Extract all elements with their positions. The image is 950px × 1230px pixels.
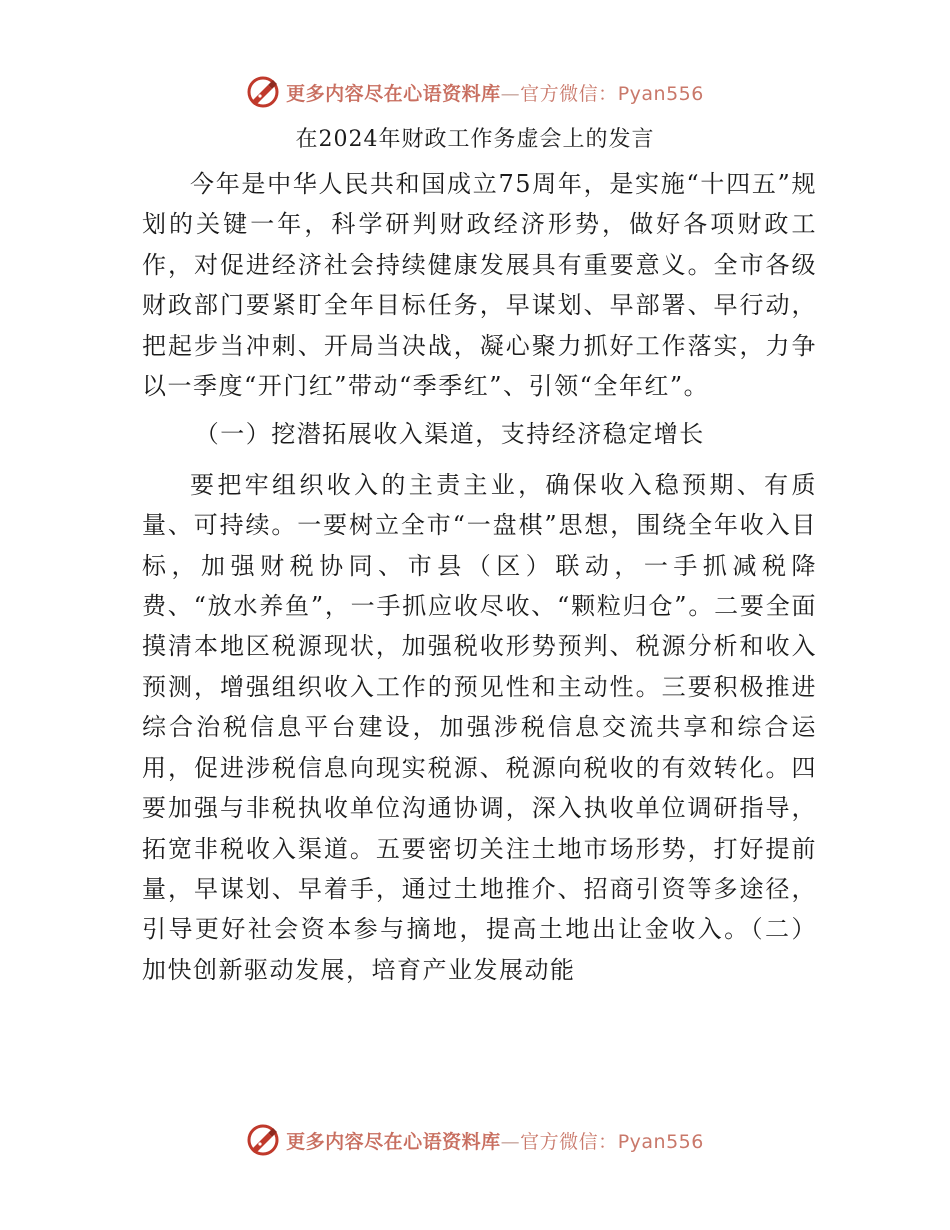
banner-separator: — — [500, 1130, 521, 1153]
document-body — [142, 164, 817, 998]
banner-wechat-id: Pyan556 — [617, 1130, 704, 1153]
pen-nib-circle-icon — [246, 75, 280, 109]
banner-wechat-label: 官方微信： — [520, 1130, 618, 1153]
body-paragraph-intro: 今年是中华人民共和国成立75周年，是实施“十四五”规划的关键一年，科学研判财政经济形势，做好各项财政工作，对促进经济社会持续健康发展具有重要意义。全市各级财政部门要紧盯全年目标任务，早谋划、早部署、早行动，把起步当冲刺、开局当决战，凝心聚力抓好工作落实，力争以一季度“开门红”带动“季季红”、引领“全年红”。 — [142, 170, 817, 401]
banner-brand: 更多内容尽在心语资料库 — [286, 1130, 501, 1153]
pen-nib-circle-icon — [246, 1123, 280, 1157]
banner-text — [286, 79, 704, 106]
footer-banner — [0, 1120, 950, 1160]
document-title: 在2024年财政工作务虚会上的发言 — [295, 127, 655, 152]
banner-separator: — — [500, 82, 521, 105]
banner-brand: 更多内容尽在心语资料库 — [286, 82, 501, 105]
section-heading-1: （一）挖潜拓展收入渠道，支持经济稳定增长 — [194, 420, 705, 449]
header-banner — [0, 72, 950, 112]
body-paragraph-section-1: 要把牢组织收入的主责主业，确保收入稳预期、有质量、可持续。一要树立全市“一盘棋”思想，围绕全年收入目标，加强财税协同、市县（区）联动，一手抓减税降费、“放水养鱼”，一手抓应收尽收、“颗粒归仓”。二要全面摸清本地区税源现状，加强税收形势预判、税源分析和收入预测，增强组织收入工作的预见性和主动性。三要积极推进综合治税信息平台建设，加强涉税信息交流共享和综合运用，促进涉税信息向现实税源、税源向税收的有效转化。四要加强与非税执收单位沟通协调，深入执收单位调研指导，拓宽非税收入渠道。五要密切关注土地市场形势，打好提前量，早谋划、早着手，通过土地推介、招商引资等多途径，引导更好社会资本参与摘地，提高土地出让金收入。（二）加快创新驱动发展，培育产业发展动能 — [142, 470, 817, 984]
banner-wechat-label: 官方微信： — [520, 82, 618, 105]
banner-text — [286, 1127, 704, 1154]
banner-wechat-id: Pyan556 — [617, 82, 704, 105]
